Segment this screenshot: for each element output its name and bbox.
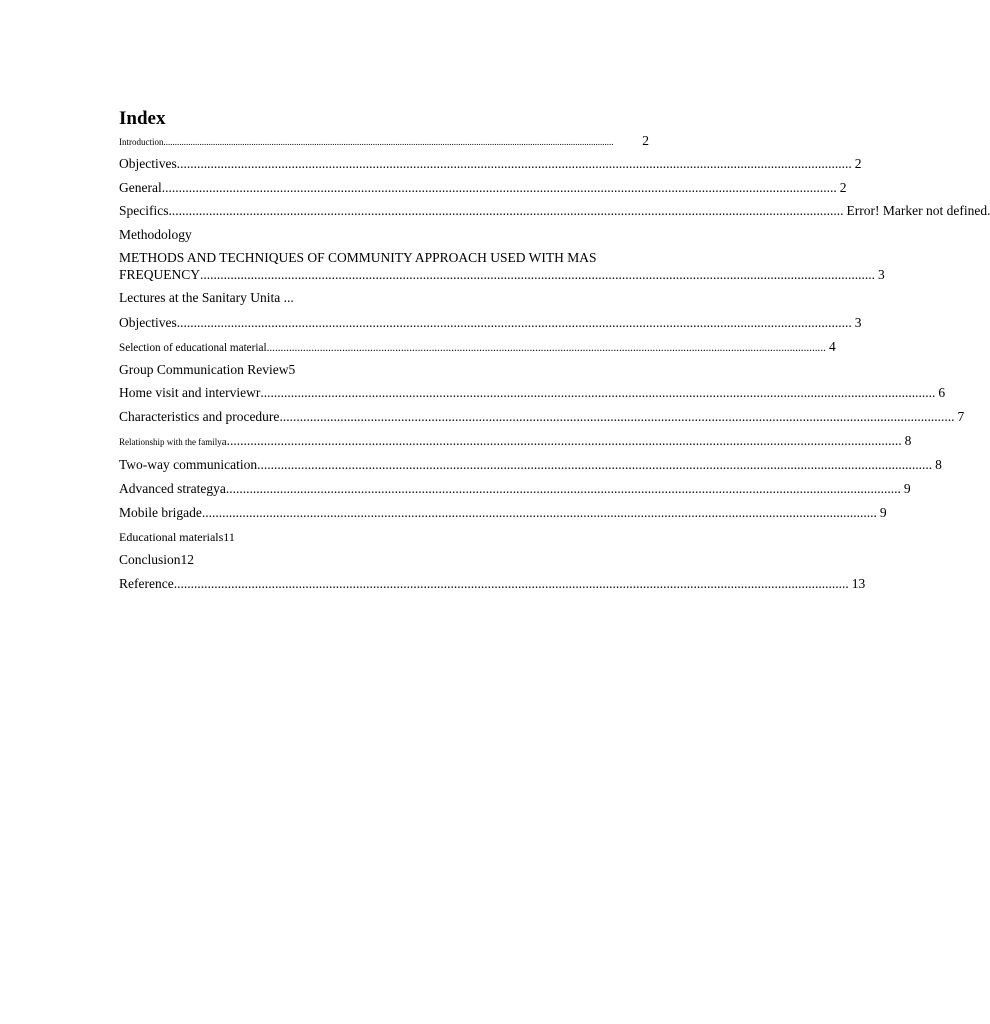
toc-page-number: 8 — [935, 457, 942, 472]
toc-leader-dots: ........................................................................................................................................................................................................ — [161, 180, 837, 195]
toc-entry-label: Advanced strategya — [119, 481, 226, 496]
toc-entry-reference — [119, 576, 866, 592]
toc-entry-home-visit — [119, 385, 946, 401]
toc-entry-educational-materials: Educational materials11 — [119, 530, 235, 544]
toc-entry-methods-line2 — [119, 267, 885, 283]
toc-leader-dots: ........................................................................................................................................................................................................ — [266, 342, 826, 354]
toc-entry-methodology: Methodology — [119, 227, 192, 242]
toc-entry-label: Selection of educational material — [119, 342, 267, 354]
toc-entry-label: Two-way communication — [119, 457, 258, 472]
toc-leader-dots: ........................................................................................................................................................................................................ — [163, 137, 614, 147]
toc-entry-label: Objectives — [119, 156, 177, 171]
toc-entry-suffix: a — [221, 436, 227, 448]
toc-entry-characteristics — [119, 409, 965, 425]
toc-page-number: 4 — [828, 339, 836, 354]
toc-leader-dots: ........................................................................................................................................................................................................ — [279, 409, 955, 424]
toc-leader-dots: ........................................................................................................................................................................................................ — [260, 385, 936, 400]
toc-page-number: 8 — [904, 433, 912, 448]
toc-page-number: 2 — [839, 180, 847, 195]
toc-leader-dots: ........................................................................................................................................................................................................ — [168, 203, 844, 218]
toc-leader-dots: ........................................................................................................................................................................................................ — [201, 505, 877, 520]
toc-entry-specifics — [119, 203, 990, 219]
toc-entry-label: General — [119, 180, 162, 195]
toc-entry-label: FREQUENCY — [119, 267, 201, 282]
toc-entry-label: Specifics — [119, 203, 169, 218]
toc-page-number: 13 — [851, 576, 866, 591]
toc-entry-two-way — [119, 457, 942, 473]
toc-entry-introduction — [119, 133, 649, 150]
toc-leader-dots: ........................................................................................................................................................................................................ — [257, 457, 933, 472]
toc-entry-methods-line1: METHODS AND TECHNIQUES OF COMMUNITY APPROACH USED WITH MAS — [119, 250, 597, 265]
toc-entry-general — [119, 180, 847, 196]
toc-page-number: 9 — [879, 505, 887, 520]
toc-entry-label: Characteristics and procedure — [119, 409, 280, 424]
index-title: Index — [119, 108, 166, 129]
toc-entry-label: Reference — [119, 576, 174, 591]
toc-entry-selection — [119, 339, 836, 356]
toc-entry-lectures: Lectures at the Sanitary Unita ... — [119, 290, 294, 305]
toc-entry-objectives — [119, 156, 862, 172]
toc-page-number: 2 — [854, 156, 862, 171]
toc-page-number: 3 — [854, 315, 862, 330]
toc-page-number: 9 — [903, 481, 911, 496]
toc-entry-relationship — [119, 433, 912, 450]
toc-page-number: 7 — [957, 409, 965, 424]
toc-page-error-text: Error! Marker not defined. — [846, 203, 990, 218]
toc-leader-dots: ........................................................................................................................................................................................................ — [176, 156, 852, 171]
toc-leader-dots: ........................................................................................................................................................................................................ — [225, 481, 901, 496]
toc-page-number: 2 — [642, 133, 649, 148]
toc-entry-conclusion: Conclusion12 — [119, 552, 195, 567]
toc-page-number: 3 — [878, 267, 885, 282]
toc-leader-dots: ........................................................................................................................................................................................................ — [226, 433, 902, 448]
toc-entry-mobile-brigade — [119, 505, 887, 521]
toc-entry-advanced-strategy — [119, 481, 911, 497]
toc-leader-dots: ........................................................................................................................................................................................................ — [173, 576, 849, 591]
toc-leader-dots: ........................................................................................................................................................................................................ — [176, 315, 852, 330]
toc-entry-label: Mobile brigade — [119, 505, 202, 520]
toc-page-number: 6 — [938, 385, 946, 400]
toc-entry-group-communication: Group Communication Review5 — [119, 362, 296, 377]
toc-entry-objectives-2 — [119, 315, 862, 331]
toc-leader-dots: ........................................................................................................................................................................................................ — [200, 267, 876, 282]
toc-entry-label: Objectives — [119, 315, 177, 330]
toc-entry-label: Introduction — [119, 137, 164, 147]
toc-entry-label: Relationship with the family — [119, 437, 222, 447]
toc-entry-label: Home visit and interviewr — [119, 385, 261, 400]
